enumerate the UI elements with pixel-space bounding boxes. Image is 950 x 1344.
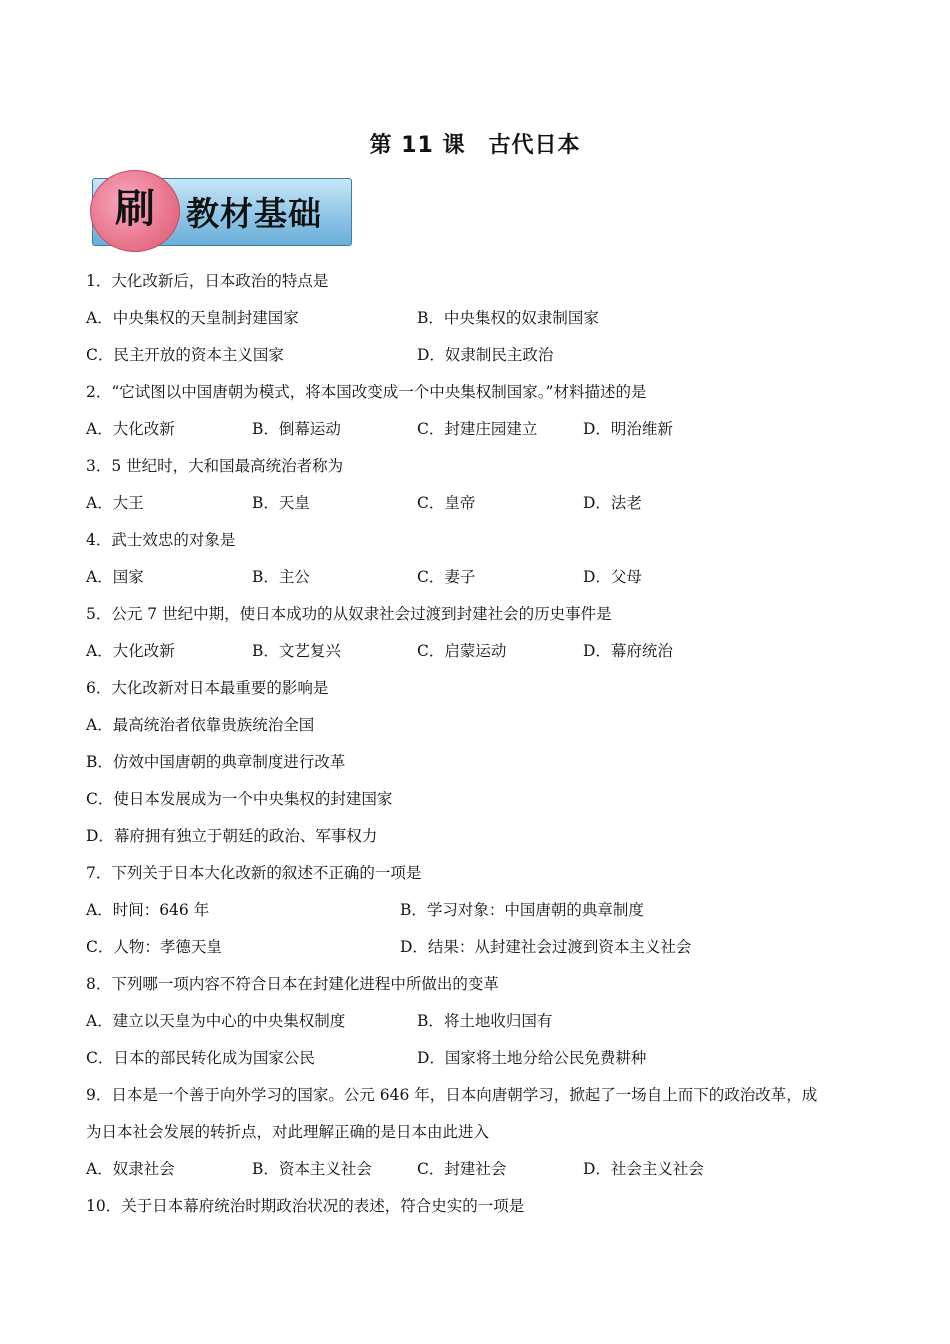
question-stem: 2．“它试图以中国唐朝为模式，将本国改变成一个中央集权制国家。”材料描述的是	[86, 383, 647, 401]
option-row	[86, 929, 876, 966]
question-list	[86, 263, 876, 1225]
option-c: C．民主开放的资本主义国家	[86, 346, 284, 364]
option-row	[86, 1003, 876, 1040]
question-stem: 5．公元 7 世纪中期，使日本成功的从奴隶社会过渡到封建社会的历史事件是	[86, 605, 612, 623]
option-row	[86, 300, 876, 337]
option-row	[86, 633, 876, 670]
option-row	[86, 411, 876, 448]
question-stem: 1．大化改新后，日本政治的特点是	[86, 272, 329, 290]
option-row	[86, 1151, 876, 1188]
option-a: A．建立以天皇为中心的中央集权制度	[86, 1012, 346, 1030]
option-c: C．启蒙运动	[417, 642, 507, 660]
question-stem: 6．大化改新对日本最重要的影响是	[86, 679, 329, 697]
section-banner	[88, 170, 354, 252]
option-a: A．大王	[86, 494, 144, 512]
option-a: A．国家	[86, 568, 144, 586]
option-row	[86, 1040, 876, 1077]
option-row	[86, 892, 876, 929]
option-d: D．父母	[583, 568, 642, 586]
page-title: 第 11 课 古代日本	[369, 133, 581, 158]
option-b: B．中央集权的奴隶制国家	[417, 309, 599, 327]
option-b: B．主公	[252, 568, 310, 586]
option-d: D．结果：从封建社会过渡到资本主义社会	[400, 938, 692, 956]
option-d: D．幕府统治	[583, 642, 673, 660]
option-c: C．日本的部民转化成为国家公民	[86, 1049, 315, 1067]
question-stem: 10．关于日本幕府统治时期政治状况的表述，符合史实的一项是	[86, 1197, 525, 1215]
option-c: C．封建社会	[417, 1160, 507, 1178]
question-stem-line-1: 9．日本是一个善于向外学习的国家。公元 646 年，日本向唐朝学习，掀起了一场自上而下的政治改革，成	[86, 1086, 818, 1104]
option-a: A．时间：646 年	[86, 901, 210, 919]
option-c: C．封建庄园建立	[417, 420, 538, 438]
banner-label: 教材基础	[186, 194, 322, 233]
option-row	[86, 485, 876, 522]
option-d: D．法老	[583, 494, 642, 512]
option-d: D．国家将土地分给公民免费耕种	[417, 1049, 647, 1067]
option-d: D．幕府拥有独立于朝廷的政治、军事权力	[86, 827, 378, 845]
option-b: B．天皇	[252, 494, 310, 512]
option-b: B．学习对象：中国唐朝的典章制度	[400, 901, 644, 919]
option-a: A．中央集权的天皇制封建国家	[86, 309, 299, 327]
option-row	[86, 559, 876, 596]
banner-badge-char: 刷	[115, 185, 155, 232]
option-a: A．最高统治者依靠贵族统治全国	[86, 716, 315, 734]
option-c: C．妻子	[417, 568, 476, 586]
option-d: D．奴隶制民主政治	[417, 346, 554, 364]
option-d: D．社会主义社会	[583, 1160, 704, 1178]
option-b: B．资本主义社会	[252, 1160, 372, 1178]
option-c: C．使日本发展成为一个中央集权的封建国家	[86, 790, 393, 808]
question-stem: 7．下列关于日本大化改新的叙述不正确的一项是	[86, 864, 422, 882]
option-row	[86, 337, 876, 374]
question-stem: 4．武士效忠的对象是	[86, 531, 236, 549]
option-a: A．大化改新	[86, 420, 175, 438]
option-b: B．仿效中国唐朝的典章制度进行改革	[86, 753, 346, 771]
question-stem: 3．5 世纪时，大和国最高统治者称为	[86, 457, 344, 475]
option-a: A．大化改新	[86, 642, 175, 660]
option-d: D．明治维新	[583, 420, 673, 438]
question-stem: 8．下列哪一项内容不符合日本在封建化进程中所做出的变革	[86, 975, 499, 993]
option-a: A．奴隶社会	[86, 1160, 175, 1178]
option-b: B．倒幕运动	[252, 420, 341, 438]
option-b: B．将土地收归国有	[417, 1012, 553, 1030]
option-c: C．皇帝	[417, 494, 476, 512]
option-b: B．文艺复兴	[252, 642, 341, 660]
question-stem-line-2: 为日本社会发展的转折点，对此理解正确的是日本由此进入	[86, 1123, 490, 1141]
option-c: C．人物：孝德天皇	[86, 938, 222, 956]
